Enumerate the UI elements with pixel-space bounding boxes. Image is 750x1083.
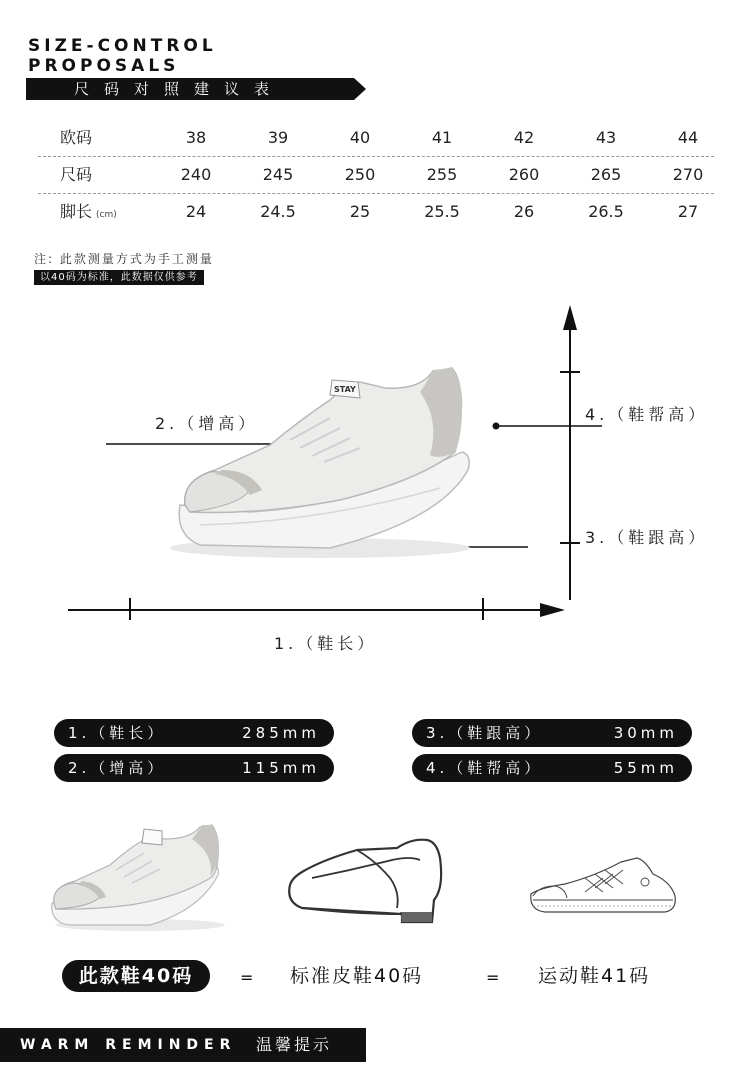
row-label: 欧码 — [60, 128, 93, 147]
table-cell: 24 — [185, 202, 207, 221]
title-english — [28, 36, 288, 76]
label-height: 2.（增高） — [155, 414, 259, 433]
measure-note: 注: 此款测量方式为手工测量 — [34, 252, 214, 266]
table-cell: 42 — [513, 128, 535, 147]
size-row-eu — [38, 120, 714, 157]
table-cell: 255 — [426, 165, 458, 184]
table-cell: 24.5 — [260, 202, 296, 221]
table-cell: 250 — [344, 165, 376, 184]
pill-label: 2.（增高） — [68, 759, 167, 777]
arrow-up-icon — [563, 305, 577, 330]
pill-label: 3.（鞋跟高） — [426, 724, 544, 742]
table-cell: 25.5 — [424, 202, 460, 221]
canvas-sneaker-icon — [525, 852, 680, 917]
table-cell: 39 — [267, 128, 289, 147]
table-cell: 260 — [508, 165, 540, 184]
row-label: 尺码 — [60, 165, 93, 184]
table-cell: 43 — [595, 128, 617, 147]
table-cell: 38 — [185, 128, 207, 147]
leather-shoe-icon — [282, 830, 447, 925]
row-unit: (cm) — [96, 210, 117, 220]
warm-reminder-banner — [0, 1028, 366, 1062]
label-collar-height: 4.（鞋帮高） — [585, 405, 709, 424]
arrow-right-icon — [540, 603, 565, 617]
table-cell: 41 — [431, 128, 453, 147]
equals-sign: = — [486, 968, 502, 987]
row-label: 脚长 (cm) — [60, 202, 117, 221]
sneaker-photo — [40, 815, 230, 935]
measurement-pill-height — [54, 754, 334, 782]
pill-value: 285mm — [242, 724, 320, 742]
table-cell: 270 — [672, 165, 704, 184]
table-cell: 27 — [677, 202, 699, 221]
measurement-pill-heel — [412, 719, 692, 747]
pill-value: 30mm — [613, 724, 678, 742]
title-english-line2: PROPOSALS — [28, 56, 180, 76]
table-cell: 245 — [262, 165, 294, 184]
table-cell: 265 — [590, 165, 622, 184]
leather-shoe-size: 标准皮鞋40码 — [290, 965, 424, 987]
pill-label: 1.（鞋长） — [68, 724, 167, 742]
table-cell: 26 — [513, 202, 535, 221]
table-cell: 240 — [180, 165, 212, 184]
this-shoe-size-badge: 此款鞋40码 — [62, 960, 210, 992]
warm-reminder-english: WARM REMINDER — [20, 1037, 237, 1053]
reference-note: 以40码为标准，此数据仅供参考 — [34, 270, 204, 285]
svg-text:STAY: STAY — [334, 385, 356, 394]
title-chinese: 尺码对照建议表 — [74, 80, 285, 98]
table-cell: 25 — [349, 202, 371, 221]
title-english-line1: SIZE-CONTROL — [28, 36, 217, 56]
measurement-diagram — [0, 295, 750, 630]
measurement-pill-length — [54, 719, 334, 747]
table-cell: 26.5 — [588, 202, 624, 221]
table-cell: 44 — [677, 128, 699, 147]
label-length: 1.（鞋长） — [274, 634, 378, 653]
table-cell: 40 — [349, 128, 371, 147]
pill-value: 55mm — [613, 759, 678, 777]
size-row-foot-length — [38, 194, 714, 230]
pill-label: 4.（鞋帮高） — [426, 759, 544, 777]
measurement-pill-collar — [412, 754, 692, 782]
sport-shoe-size: 运动鞋41码 — [538, 965, 651, 987]
equals-sign: = — [240, 968, 256, 987]
warm-reminder-chinese: 温馨提示 — [256, 1035, 333, 1054]
label-heel-height: 3.（鞋跟高） — [585, 528, 709, 547]
sneaker-photo — [170, 368, 470, 558]
size-row-cn — [38, 157, 714, 194]
pill-value: 115mm — [242, 759, 320, 777]
